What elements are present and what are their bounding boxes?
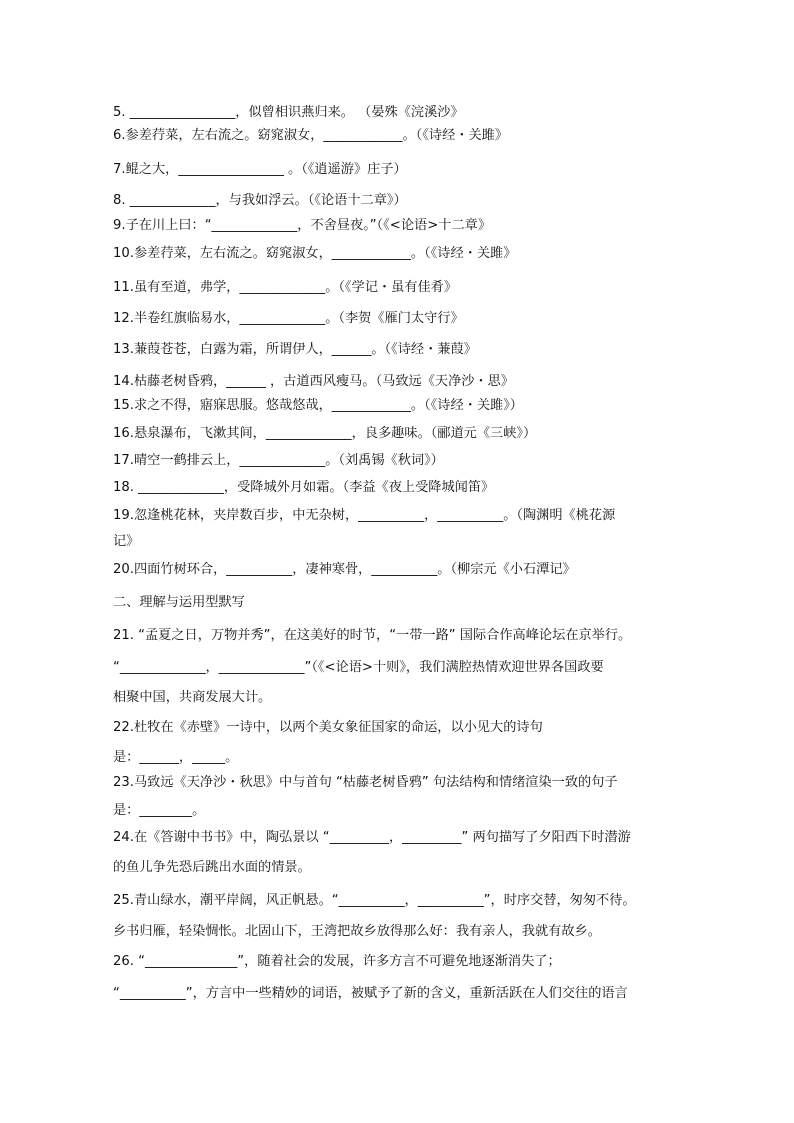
question-8: 8. _____________，与我如浮云。（《论语十二章》）	[113, 193, 407, 208]
question-13: 13.蒹葭苍苍，白露为霜，所谓伊人，______。（《诗经・蒹葭》	[113, 342, 477, 357]
question-18: 18. _____________，受降城外月如霜。（李益《夜上受降城闻笛》	[113, 480, 495, 495]
question-15: 15.求之不得，寤寐思服。悠哉悠哉，____________。（《诗经・关雎》）	[113, 398, 523, 413]
question-21-cont: “_____________，_____________”（《<论语>十则》，我们满腔热情欢迎世界各国政要	[113, 660, 604, 675]
question-17: 17.晴空一鹤排云上，_____________。（刘禹锡《秋词》）	[113, 453, 444, 468]
question-9: 9.子在川上曰：“_____________，不舍昼夜。”（《<论语>十二章》	[113, 218, 492, 233]
question-20: 20.四面竹树环合，__________，凄神寒骨，__________。（柳宗元《小石潭记》	[113, 562, 576, 577]
question-7: 7.鲲之大，________________ 。（《逍遥游》庄子）	[113, 162, 407, 177]
question-22-cont: 是：______，_____。	[113, 750, 239, 765]
question-12: 12.半卷红旗临易水，_____________。（李贺《雁门太守行》	[113, 311, 464, 326]
question-19: 19.忽逢桃花林，夹岸数百步，中无杂树，__________，__________。（陶渊明《桃花源	[113, 508, 616, 523]
question-19-cont: 记》	[113, 534, 140, 549]
question-23-cont: 是：________。	[113, 803, 206, 818]
question-23: 23.马致远《天净沙・秋思》中与首句 “枯藤老树昏鸦” 句法结构和情绪渲染一致的句子	[113, 775, 618, 790]
question-5: 5. ________________，似曾相识燕归来。 （晏殊《浣溪沙》	[113, 105, 464, 120]
question-25-cont: 乡书归雁，轻染惆怅。北固山下，王湾把故乡放得那么好：我有亲人，我就有故乡。	[113, 924, 601, 939]
question-11: 11.虽有至道，弗学，_____________。（《学记・虽有佳肴》	[113, 280, 458, 295]
question-10: 10.参差荇菜，左右流之。窈窕淑女，____________。（《诗经・关雎》	[113, 246, 517, 261]
section-heading: 二、理解与运用型默写	[113, 595, 245, 610]
question-24: 24.在《答谢中书书》中，陶弘景以 “_________，_________” 两句描写了夕阳西下时潜游	[113, 830, 631, 845]
question-24-cont: 的鱼儿争先恐后跳出水面的情景。	[113, 860, 311, 875]
question-25: 25.青山绿水，潮平岸阔，风正帆悬。“__________，__________”，时序交替，匆匆不待。	[113, 893, 636, 908]
question-16: 16.悬泉瀑布，飞漱其间，_____________，良多趣味。（郦道元《三峡》）	[113, 426, 537, 441]
question-26-cont: “__________”，方言中一些精妙的词语，被赋予了新的含义，重新活跃在人们交往的语言	[113, 986, 628, 1001]
question-22: 22.杜牧在《赤壁》一诗中，以两个美女象征国家的命运，以小见大的诗句	[113, 720, 543, 735]
question-26: 26. “______________”，随着社会的发展，许多方言不可避免地逐渐消失了；	[113, 954, 561, 969]
question-21: 21. “孟夏之日，万物并秀”，在这美好的时节，“一带一路” 国际合作高峰论坛在京举行。	[113, 628, 632, 643]
question-6: 6.参差荇菜，左右流之。窈窕淑女，____________。（《诗经・关雎》	[113, 128, 509, 143]
question-14: 14.枯藤老树昏鸦，______ ，古道西风瘦马。（马致远《天净沙・思》	[113, 374, 514, 389]
question-21-end: 相聚中国，共商发展大计。	[113, 690, 272, 705]
